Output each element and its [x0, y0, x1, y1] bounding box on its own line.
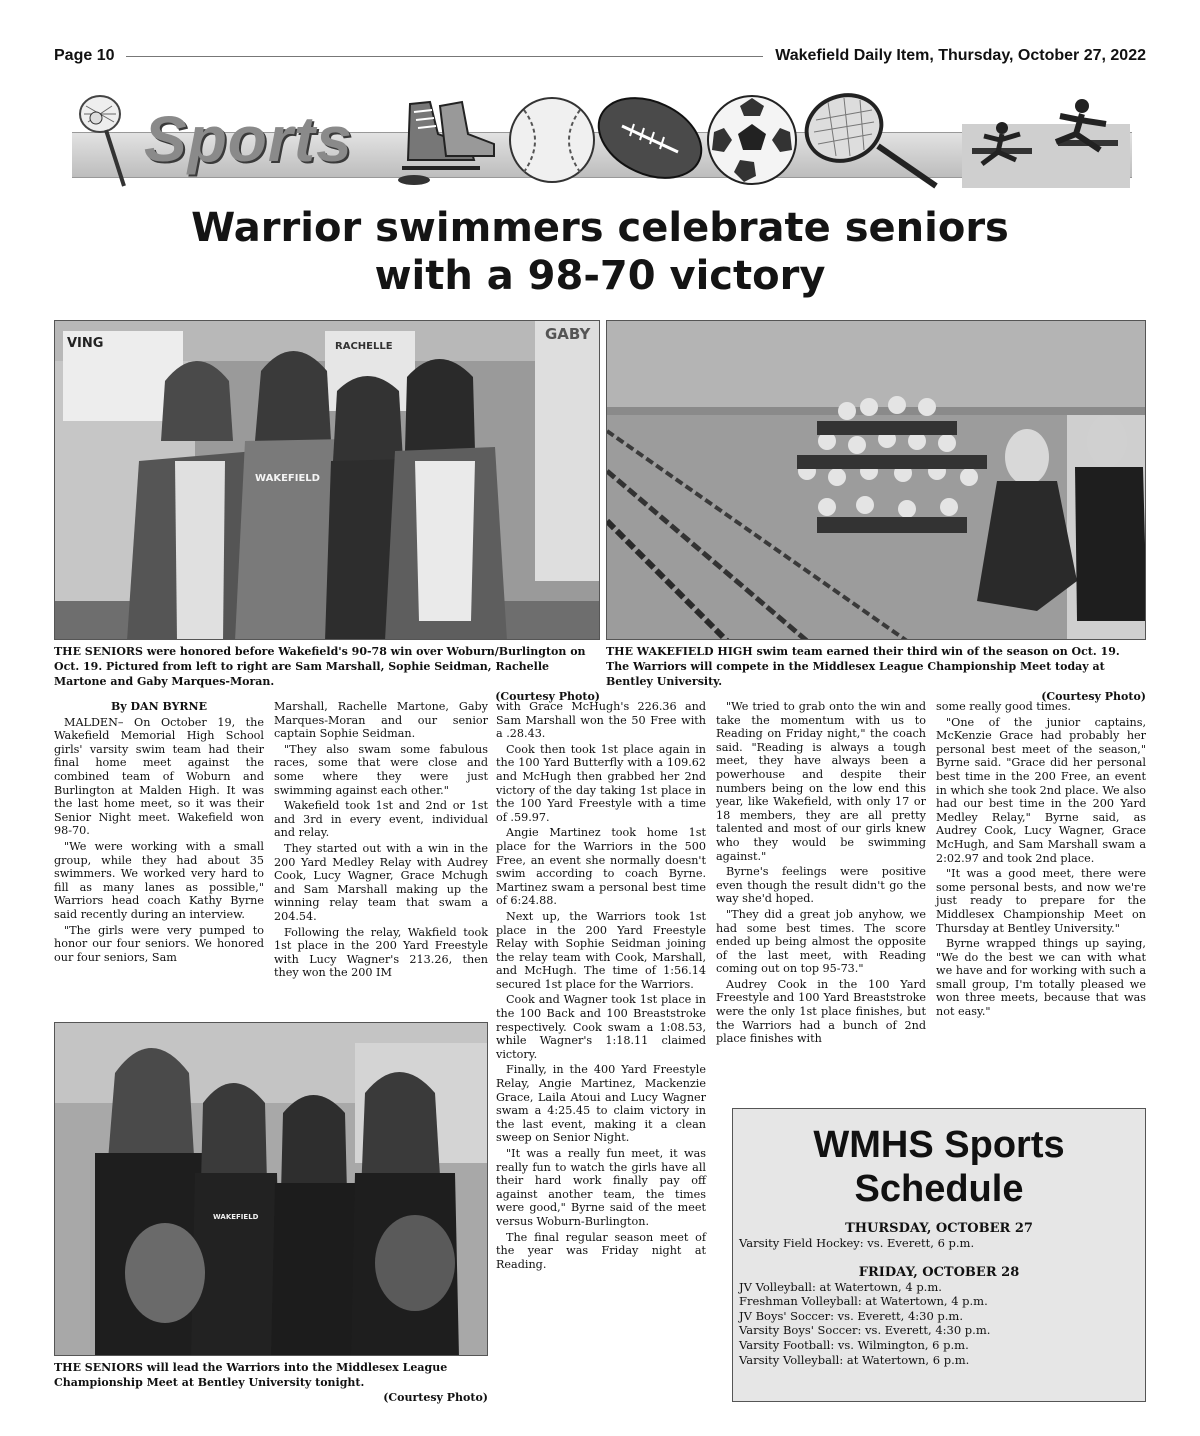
seniors-jackets-photo: [54, 320, 600, 640]
article-paragraph: Angie Martinez took home 1st place for the Warriors in the 500 Free, an event she normally doesn't swim according to coach Byrne. Martinez swam a personal best time of 6:24.88.: [496, 826, 706, 908]
article-paragraph: Finally, in the 400 Yard Freestyle Relay, Angie Martinez, Mackenzie Grace, Laila Atoui and Lucy Wagner swam a 4:25.45 to claim victory in the last event, making it a clean sweep on Senior Night.: [496, 1063, 706, 1145]
sports-banner: [72, 88, 1132, 192]
schedule-title: [733, 1123, 1145, 1211]
photo1-caption-text: THE SENIORS were honored before Wakefield's 90-78 win over Woburn/Burlington on Oct. 19. Pictured from left to right are Sam Marshall, Sophie Seidman, Rachelle Martone and Gaby Marques-Moran.: [54, 645, 586, 688]
headline-line-2: with a 98-70 victory: [374, 253, 826, 299]
article-paragraph: "One of the junior captains, McKenzie Grace had probably her personal best meet of the season," Byrne said. "Grace did her personal best time in the 200 Free, an event in which she took 2nd place. We also had our best time in the 200 Yard Medley Relay," Byrne said, as Audrey Cook, Lucy Wagner, Grace McHugh, and Sam Marshall swam a 2:02.97 and took 2nd place.: [936, 715, 1146, 865]
schedule-title-line-1: WMHS Sports: [813, 1124, 1065, 1166]
article-paragraph: Cook then took 1st place again in the 100 Yard Butterfly with a 109.62 and McHugh then grabbed her 2nd victory of the day taking 1st place in the 100 Yard Freestyle with a time of .59.97.: [496, 742, 706, 824]
photo3-credit: (Courtesy Photo): [383, 1391, 488, 1404]
article-paragraph: "They did a great job anyhow, we had some best times. The score ended up being almost the opposite of the last meet, with Reading coming out on top 95-73.": [716, 907, 926, 976]
article-paragraph: some really good times.: [936, 700, 1071, 713]
sports-schedule-box: [732, 1108, 1146, 1402]
hurdlers-icon: [962, 94, 1130, 188]
article-column-1: [54, 700, 264, 966]
wall-sign-1: VING: [67, 336, 104, 351]
photo3-caption-text: THE SENIORS will lead the Warriors into the Middlesex League Championship Meet at Bentley University tonight.: [54, 1361, 448, 1389]
masthead-dateline: Wakefield Daily Item, Thursday, October 27, 2022: [775, 47, 1146, 64]
article-paragraph: MALDEN– On October 19, the Wakefield Memorial High School girls' varsity swim team had their final home meet against the combined team of Woburn and Burlington at Malden High. It was the last home meet, so it was their Senior Night meet. Wakefield won 98-70.: [54, 715, 264, 838]
schedule-title-line-2: Schedule: [854, 1168, 1024, 1210]
schedule-item: Varsity Football: vs. Wilmington, 6 p.m.: [739, 1337, 969, 1352]
photo1-credit: (Courtesy Photo): [495, 690, 600, 703]
tennis-racket-icon: [802, 90, 942, 190]
article-paragraph: Wakefield took 1st and 2nd or 1st and 3rd in every event, individual and relay.: [274, 799, 488, 840]
photo2-caption: [606, 644, 1146, 704]
lacrosse-stick-icon: [74, 92, 134, 188]
pool-team-photo: [606, 320, 1146, 640]
byline: By DAN BYRNE: [110, 700, 207, 713]
page-number: Page 10: [54, 47, 115, 64]
jacket-lettering: WAKEFIELD: [255, 473, 320, 484]
seniors-flowers-photo: [54, 1022, 488, 1356]
schedule-item: Varsity Volleyball: at Watertown, 6 p.m.: [739, 1352, 970, 1367]
baseball-icon: [506, 94, 598, 186]
schedule-item: Varsity Boys' Soccer: vs. Everett, 4:30 p.m.: [739, 1323, 991, 1338]
schedule-item: Freshman Volleyball: at Watertown, 4 p.m.: [739, 1294, 988, 1309]
header-rule: [126, 56, 763, 57]
sports-section-title: Sports: [144, 103, 353, 175]
article-paragraph: Audrey Cook in the 100 Yard Freestyle and 100 Yard Breaststroke were the only 1st place finishes, but the Warriors had a bunch of 2nd place finishes with: [716, 977, 926, 1046]
article-column-3: [496, 700, 706, 1273]
schedule-item: Varsity Field Hockey: vs. Everett, 6 p.m.: [739, 1236, 975, 1250]
headline: [100, 204, 1100, 300]
article-paragraph: Byrne's feelings were positive even though the result didn't go the way she'd hoped.: [716, 865, 926, 906]
article-paragraph: Marshall, Rachelle Martone, Gaby Marques-Moran and our senior captain Sophie Seidman.: [274, 700, 488, 741]
soccer-ball-icon: [704, 92, 800, 188]
wall-sign-2: GABY: [545, 325, 591, 343]
schedule-item: JV Volleyball: at Watertown, 4 p.m.: [739, 1279, 942, 1294]
photo2-credit: (Courtesy Photo): [1041, 690, 1146, 703]
schedule-day-heading: FRIDAY, OCTOBER 28: [858, 1264, 1020, 1280]
schedule-item: JV Boys' Soccer: vs. Everett, 4:30 p.m.: [739, 1308, 963, 1323]
photo3-caption: [54, 1360, 488, 1405]
photo1-caption: [54, 644, 600, 704]
article-paragraph: Byrne wrapped things up saying, "We do the best we can with what we have and for working with such a small group, I'm totally pleased we won three meets, because that was not easy.": [936, 937, 1146, 1019]
suit-lettering: WAKEFIELD: [213, 1213, 259, 1221]
article-paragraph: with Grace McHugh's 226.36 and Sam Marshall won the 50 Free with a .28.43.: [496, 700, 706, 741]
running-header: [54, 44, 1146, 68]
article-column-2: [274, 700, 488, 982]
article-paragraph: Following the relay, Wakfield took 1st place in the 200 Yard Freestyle with Lucy Wagner's 213.26, then they won the 200 IM: [274, 925, 488, 980]
article-paragraph: "We were working with a small group, while they had about 35 swimmers. We worked very hard to fill as many lanes as possible," Warriors head coach Kathy Byrne said recently during an interview.: [54, 839, 264, 921]
article-paragraph: The final regular season meet of the year was Friday night at Reading.: [496, 1230, 706, 1271]
article-column-4: [716, 700, 926, 1048]
article-paragraph: "It was a good meet, there were some personal bests, and now we're just ready to prepare for the Middlesex Championship Meet on Thursday at Bentley University.": [936, 867, 1146, 935]
schedule-day-heading: THURSDAY, OCTOBER 27: [845, 1221, 1033, 1236]
article-paragraph: "It was a really fun meet, it was really fun to watch the girls have all their hard work finally pay off against another team, the times were good," Byrne said of the meet versus Woburn-Burlington.: [496, 1147, 706, 1228]
article-paragraph: They started out with a win in the 200 Yard Medley Relay with Audrey Cook, Lucy Wagner, Grace Mchugh and Sam Marshall making up the winning relay team that swam a 204.54.: [274, 841, 488, 923]
article-paragraph: "The girls were very pumped to honor our four seniors. We honored our four seniors, Sam: [54, 923, 264, 964]
article-paragraph: Next up, the Warriors took 1st place in the 200 Yard Freestyle Relay with Sophie Seidman joining the relay team with Cook, Marshall, and McHugh. The time of 1:56.14 secured 1st place for the Warriors.: [496, 909, 706, 991]
headline-line-1: Warrior swimmers celebrate seniors: [191, 205, 1009, 251]
photo2-caption-text: THE WAKEFIELD HIGH swim team earned their third win of the season on Oct. 19. The Warriors will compete in the Middlesex League Championship Meet today at Bentley University.: [606, 645, 1120, 688]
football-icon: [592, 90, 708, 186]
article-paragraph: "We tried to grab onto the win and take the momentum with us to Reading on Friday night," the coach said. "Reading is always a tough meet, they have always been a powerhouse and despite their numbers being on the low end this year, like Wakefield, with only 17 or 18 members, they are all pretty talented and most of our girls knew who they would be swimming against.": [716, 700, 926, 863]
wall-sign-3: RACHELLE: [335, 341, 393, 352]
article-paragraph: Cook and Wagner took 1st place in the 100 Back and 100 Breaststroke respectively. Cook swam a 1:08.53, while Wagner's 1:18.11 claimed victory.: [496, 993, 706, 1061]
article-column-5: [936, 700, 1146, 1021]
article-paragraph: "They also swam some fabulous races, some that were close and some where they were just swimming against each other.": [274, 742, 488, 797]
skates-icon: [390, 94, 500, 186]
